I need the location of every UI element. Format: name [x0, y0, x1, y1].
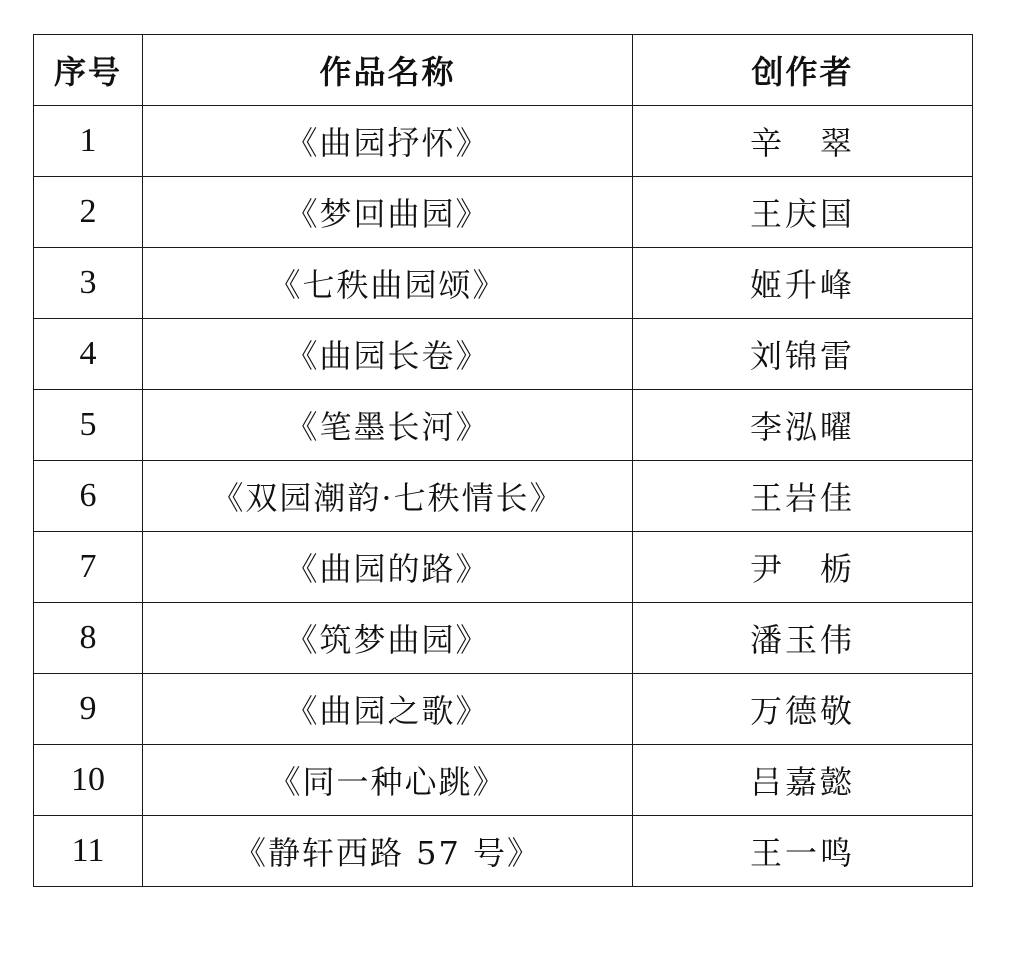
work-title: 《曲园长卷》 [143, 319, 633, 390]
row-number: 8 [34, 603, 143, 674]
row-number: 5 [34, 390, 143, 461]
work-title: 《筑梦曲园》 [143, 603, 633, 674]
row-number: 10 [34, 745, 143, 816]
work-author: 吕嘉懿 [633, 745, 973, 816]
work-author: 姬升峰 [633, 248, 973, 319]
work-title: 《曲园之歌》 [143, 674, 633, 745]
work-author: 潘玉伟 [633, 603, 973, 674]
table-row [34, 816, 973, 887]
table-row [34, 532, 973, 603]
table-row [34, 745, 973, 816]
work-title: 《笔墨长河》 [143, 390, 633, 461]
work-title: 《七秩曲园颂》 [143, 248, 633, 319]
work-author: 刘锦雷 [633, 319, 973, 390]
row-number: 4 [34, 319, 143, 390]
table-row [34, 603, 973, 674]
work-author: 尹 栃 [633, 532, 973, 603]
table-row [34, 390, 973, 461]
work-title: 《双园潮韵·七秩情长》 [143, 461, 633, 532]
work-author: 王庆国 [633, 177, 973, 248]
row-number: 9 [34, 674, 143, 745]
work-author: 万德敬 [633, 674, 973, 745]
work-title: 《曲园的路》 [143, 532, 633, 603]
row-number: 1 [34, 106, 143, 177]
table-row [34, 461, 973, 532]
table-row [34, 248, 973, 319]
row-number: 3 [34, 248, 143, 319]
table-row [34, 106, 973, 177]
works-table [33, 34, 973, 887]
header-row [34, 35, 973, 106]
row-number: 6 [34, 461, 143, 532]
row-number: 7 [34, 532, 143, 603]
header-title: 作品名称 [143, 35, 633, 106]
work-author: 辛 翠 [633, 106, 973, 177]
table-row [34, 674, 973, 745]
work-title: 《同一种心跳》 [143, 745, 633, 816]
work-author: 李泓曜 [633, 390, 973, 461]
work-title: 《曲园抒怀》 [143, 106, 633, 177]
work-author: 王一鸣 [633, 816, 973, 887]
row-number: 2 [34, 177, 143, 248]
header-number: 序号 [34, 35, 143, 106]
work-title: 《静轩西路 57 号》 [143, 816, 633, 887]
table-row [34, 177, 973, 248]
header-author: 创作者 [633, 35, 973, 106]
row-number: 11 [34, 816, 143, 887]
work-author: 王岩佳 [633, 461, 973, 532]
work-title: 《梦回曲园》 [143, 177, 633, 248]
table-row [34, 319, 973, 390]
